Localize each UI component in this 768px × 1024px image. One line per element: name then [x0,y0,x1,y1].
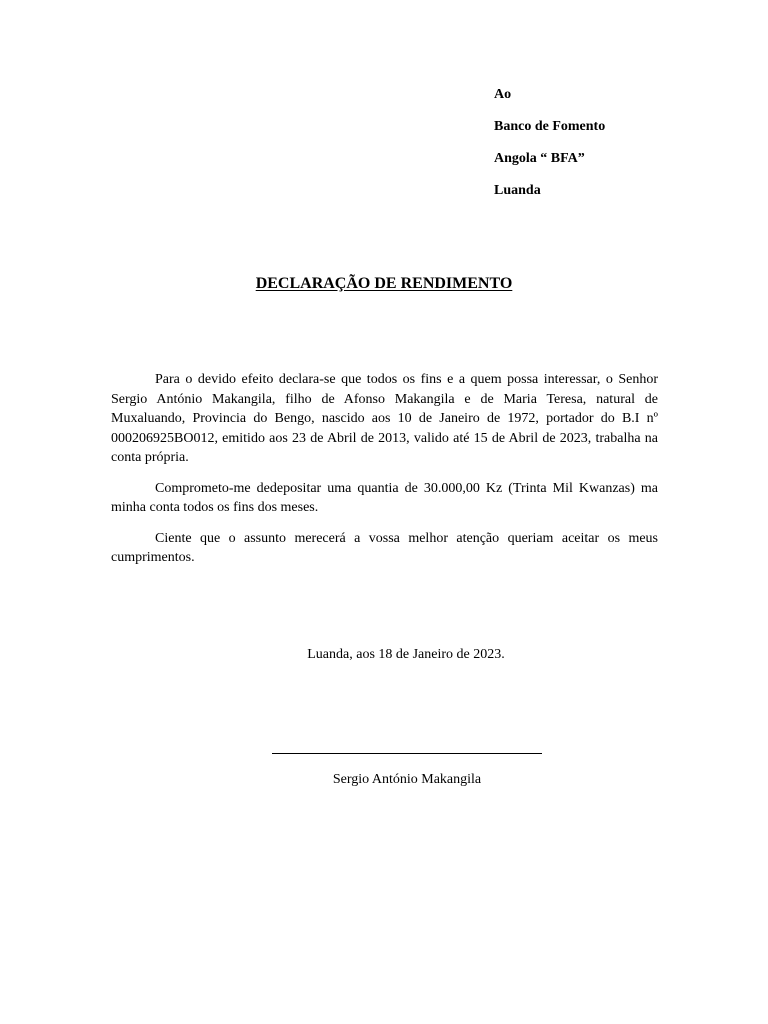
addressee-city: Luanda [494,183,541,198]
paragraph-declaration: Para o devido efeito declara-se que todos os fins e a quem possa interessar, o Senhor Sergio António Makangila, filho de Afonso Makangila e de Maria Teresa, natural de Muxaluando, Provincia do Bengo, nascido aos 10 de Janeiro de 1972, portador do B.I nº 000206925BO012, emitido aos 23 de Abril de 2013, valido até 15 de Abril de 2023, trabalha na conta própria. [111,372,658,465]
paragraph-closing: Ciente que o assunto merecerá a vossa melhor atenção queriam aceitar os meus cumprimentos. [111,530,658,565]
document-title [0,274,768,294]
addressee-bank-name: Banco de Fomento [494,119,606,134]
document-title-text: DECLARAÇÃO DE RENDIMENTO [255,275,513,292]
paragraph-commitment: Comprometo-me dedepositar uma quantia de 30.000,00 Kz (Trinta Mil Kwanzas) ma minha conta todos os fins dos meses. [111,480,658,515]
signatory-name: Sergio António Makangila [332,772,482,787]
addressee-block [494,86,605,214]
addressee-salutation: Ao [494,87,512,102]
document-body [111,370,658,579]
addressee-bank-name-cont: Angola “ BFA” [494,151,585,166]
signature-line [272,753,542,754]
place-date: Luanda, aos 18 de Janeiro de 2023. [307,647,505,662]
